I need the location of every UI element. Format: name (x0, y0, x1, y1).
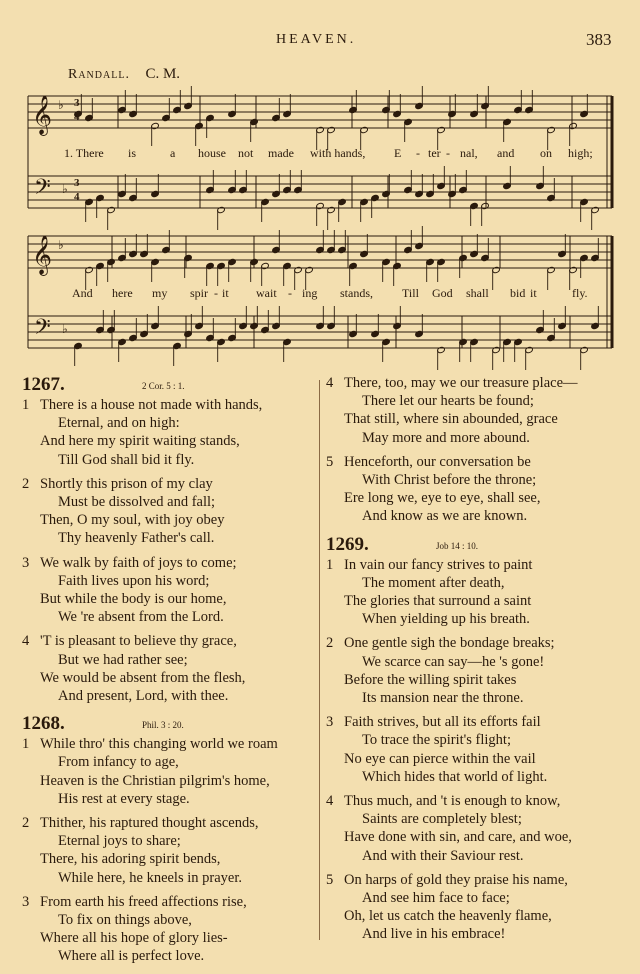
stanza (22, 396, 318, 469)
verse-line: On harps of gold they praise his name, (344, 871, 568, 888)
verse-number: 2 (22, 815, 30, 832)
lyric-syllable: God (432, 286, 453, 300)
verse-line: Then, O my soul, with joy obey (40, 512, 225, 529)
stanza-first-line (326, 556, 626, 574)
hymn-heading (22, 374, 318, 396)
verse-line: Its mansion near the throne. (362, 690, 524, 707)
stanza (326, 453, 626, 526)
verse-number: 1 (326, 556, 334, 573)
scripture-reference: 2 Cor. 5 : 1. (142, 381, 185, 391)
tune-name: Randall. (68, 67, 130, 82)
stanza (22, 632, 318, 705)
lyric-syllable: 1. There (64, 146, 104, 160)
verse-line: The glories that surround a saint (344, 593, 532, 610)
lyric-syllable: fly. (572, 286, 588, 300)
hymn-heading (22, 713, 318, 735)
scripture-reference: Phil. 3 : 20. (142, 720, 184, 731)
stanza (326, 634, 626, 707)
verse-line: We walk by faith of joys to come; (40, 554, 237, 571)
stanza (326, 556, 626, 629)
stanza-first-line (22, 735, 318, 753)
verse-line: Thy heavenly Father's call. (58, 530, 215, 547)
hymn (22, 713, 318, 965)
key-flat: ♭ (58, 98, 64, 112)
left-column (22, 374, 318, 974)
verse-line: No eye can pierce within the vail (344, 750, 536, 767)
lyric-syllable: Till (402, 286, 419, 300)
verse-line: While thro' this changing world we roam (40, 736, 278, 753)
stanza-first-line (326, 713, 626, 731)
verse-line: There is a house not made with hands, (40, 397, 263, 413)
verse-line: Faith lives upon his word; (58, 572, 210, 589)
key-flat: ♭ (62, 322, 68, 336)
verse-line: Oh, let us catch the heavenly flame, (344, 908, 552, 925)
scripture-reference: Job 14 : 10. (436, 540, 479, 551)
treble-clef: 𝄞 (32, 95, 53, 135)
verse-number: 3 (22, 893, 30, 910)
verse-line: And see him face to face; (362, 890, 510, 907)
time-signature-bottom: 4 (74, 191, 80, 203)
stanza (22, 814, 318, 887)
verse-number: 1 (22, 397, 30, 413)
stanza-first-line (326, 634, 626, 652)
verse-line: We would be absent from the flesh, (40, 669, 246, 686)
lyric-syllable: a (170, 146, 176, 160)
hymn-heading (326, 534, 626, 556)
verse-line: And here my spirit waiting stands, (40, 433, 240, 450)
bass-clef: 𝄢 (34, 315, 51, 345)
stanza (22, 475, 318, 548)
verse-number: 4 (326, 793, 334, 810)
stanza-first-line (22, 396, 318, 414)
verse-number: 3 (22, 554, 30, 571)
lyric-syllable: bid (510, 286, 526, 300)
hymn-number: 1269. (326, 533, 369, 555)
verse-line: To trace the spirit's flight; (362, 732, 511, 749)
verse-line: Till God shall bid it fly. (58, 451, 195, 468)
hymn-number: 1267. (22, 374, 65, 395)
stanza-first-line (22, 475, 318, 493)
verse-line: There, his adoring spirit bends, (40, 851, 221, 868)
verse-line: With Christ before the throne; (362, 472, 537, 489)
verse-line: We scarce can say—he 's gone! (362, 653, 545, 670)
stanza (22, 735, 318, 808)
lyric-syllable: And (72, 286, 93, 300)
key-flat: ♭ (58, 238, 64, 252)
verse-number: 4 (22, 633, 30, 650)
lyric-syllable: here (112, 286, 133, 300)
lyric-syllable: nal, (460, 146, 478, 160)
verse-line: Henceforth, our conversation be (344, 453, 531, 470)
lyric-syllable: my (152, 286, 168, 300)
verse-line: Ere long we, eye to eye, shall see, (344, 490, 541, 507)
tune-meter: C. M. (145, 66, 181, 82)
verse-line: Heaven is the Christian pilgrim's home, (40, 772, 270, 789)
hymn-number: 1268. (22, 713, 65, 735)
time-signature-top: 3 (74, 97, 80, 109)
verse-line: Thus much, and 't is enough to know, (344, 793, 561, 810)
verse-line: His rest at every stage. (58, 790, 190, 807)
column-divider (319, 380, 320, 940)
verse-line: Must be dissolved and fall; (58, 494, 216, 511)
verse-line: To fix on things above, (58, 912, 192, 929)
verse-line: Which hides that world of light. (362, 768, 548, 785)
lyric-syllable: and (497, 146, 515, 160)
lyric-syllable: ter (428, 146, 441, 160)
verse-line: Have done with sin, and care, and woe, (344, 829, 572, 846)
verse-line: While here, he kneels in prayer. (58, 869, 242, 886)
right-column (326, 374, 626, 952)
lyric-syllable: with hands, (310, 146, 366, 160)
verse-line: And know as we are known. (362, 508, 528, 525)
stanza-first-line (326, 792, 626, 810)
lyric-syllable: - (288, 286, 292, 300)
key-flat: ♭ (62, 182, 68, 196)
verse-number: 5 (326, 453, 334, 470)
verse-number: 3 (326, 714, 334, 731)
verse-line: Eternal joys to share; (58, 833, 181, 850)
running-title: HEAVEN. (276, 32, 357, 47)
lyric-syllable: it (530, 286, 537, 300)
hymn (326, 374, 626, 526)
lyric-syllable: it (222, 286, 229, 300)
verse-line: Thither, his raptured thought ascends, (40, 815, 259, 832)
stanza (326, 374, 626, 447)
stanza (326, 871, 626, 944)
stanza-first-line (326, 374, 626, 392)
stanza-first-line (326, 871, 626, 889)
verse-line: In vain our fancy strives to paint (344, 556, 533, 573)
verse-line: Before the willing spirit takes (344, 671, 517, 688)
verse-line: The moment after death, (362, 574, 505, 591)
verse-line: But while the body is our home, (40, 591, 227, 608)
verse-number: 5 (326, 871, 334, 888)
verse-line: That still, where sin abounded, grace (344, 411, 558, 428)
time-signature-bottom: 4 (74, 111, 80, 123)
verse-line: And present, Lord, with thee. (58, 688, 229, 705)
verse-line: From infancy to age, (58, 754, 179, 771)
treble-clef: 𝄞 (32, 235, 53, 275)
verse-line: Eternal, and on high: (58, 415, 180, 432)
lyric-syllable: made (268, 146, 294, 160)
verse-number: 2 (326, 635, 334, 652)
verse-line: There, too, may we our treasure place— (344, 375, 578, 391)
verse-line: Where all his hope of glory lies- (40, 930, 228, 947)
verse-line: Shortly this prison of my clay (40, 475, 213, 492)
lyric-syllable: - (446, 146, 450, 160)
lyric-syllable: not (238, 146, 254, 160)
lyric-syllable: spir (190, 286, 208, 300)
lyric-syllable: E (394, 146, 402, 160)
verse-line: When yielding up his breath. (362, 611, 530, 628)
verse-number: 2 (22, 475, 30, 492)
verse-line: And with their Saviour rest. (362, 847, 524, 864)
verse-line: May more and more abound. (362, 429, 530, 446)
bass-clef: 𝄢 (34, 175, 51, 205)
stanza-first-line (22, 632, 318, 650)
verse-line: One gentle sigh the bondage breaks; (344, 635, 555, 652)
page-number: 383 (586, 30, 612, 49)
lyric-syllable: is (128, 146, 137, 160)
stanza (22, 554, 318, 627)
lyric-syllable: - (416, 146, 420, 160)
lyric-syllable: stands, (340, 286, 373, 300)
lyric-syllable: high; (568, 146, 593, 160)
verse-number: 1 (22, 736, 30, 753)
verse-line: We 're absent from the Lord. (58, 609, 224, 626)
hymn (22, 374, 318, 705)
lyric-syllable: house (198, 146, 226, 160)
stanza-first-line (22, 814, 318, 832)
music-score (0, 0, 640, 372)
stanza (326, 792, 626, 865)
stanza-first-line (326, 453, 626, 471)
lyric-syllable: - (214, 286, 218, 300)
verse-line: From earth his freed affections rise, (40, 893, 247, 910)
lyric-syllable: shall (466, 286, 489, 300)
verse-line: Saints are completely blest; (362, 811, 522, 828)
stanza (326, 713, 626, 786)
verse-number: 4 (326, 375, 334, 391)
hymn (326, 534, 626, 944)
verse-line: And live in his embrace! (362, 926, 506, 943)
verse-line: But we had rather see; (58, 651, 188, 668)
verse-line: There let our hearts be found; (362, 393, 534, 410)
stanza-first-line (22, 893, 318, 911)
lyric-syllable: ing (302, 286, 318, 300)
verse-line: 'T is pleasant to believe thy grace, (40, 633, 237, 650)
stanza-first-line (22, 554, 318, 572)
stanza (22, 893, 318, 966)
verse-line: Faith strives, but all its efforts fail (344, 714, 541, 731)
verse-line: Where all is perfect love. (58, 948, 205, 965)
lyric-syllable: wait (256, 286, 277, 300)
time-signature-top: 3 (74, 177, 80, 189)
lyric-syllable: on (540, 146, 552, 160)
